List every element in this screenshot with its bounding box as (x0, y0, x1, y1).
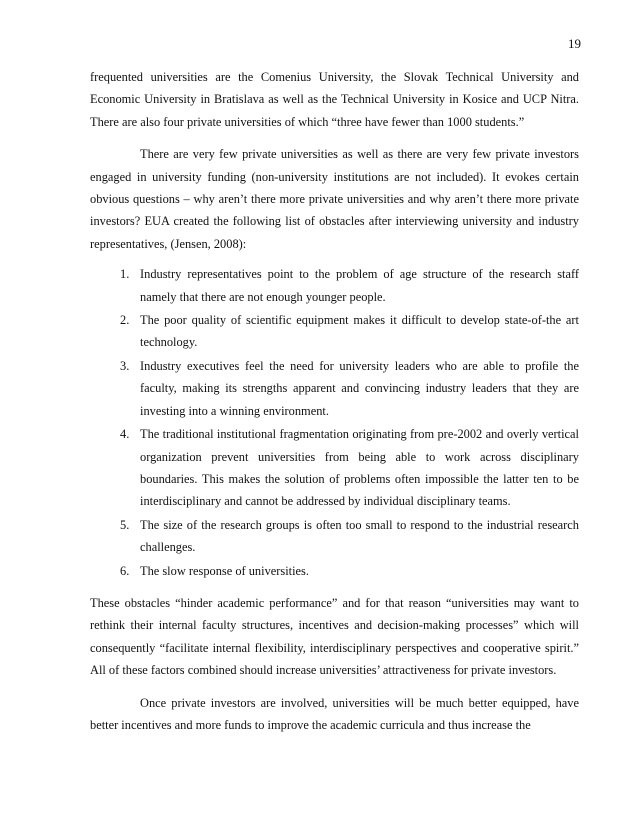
list-item-number: 1. (120, 267, 130, 282)
list-item (90, 309, 579, 354)
list-item-text: The slow response of universities. (140, 563, 309, 578)
obstacles-list (90, 263, 579, 582)
list-item-text: The traditional institutional fragmentation originating from pre-2002 and overly vertical organization prevent universities from being able to work across disciplinary boundaries. This makes the solution of problems often impossible the latter ten to be interdisciplinary and cannot be addressed by individual disciplinary teams. (140, 427, 579, 509)
list-item-number: 5. (120, 517, 130, 532)
paragraph-universities-list: frequented universities are the Comenius University, the Slovak Technical University and Economic University in Bratislava as well as the Technical University in Kosice and UCP Nitra. There are also four private universities of which “three have fewer than 1000 students.” (90, 70, 579, 129)
list-item (90, 560, 579, 582)
list-item (90, 514, 579, 559)
list-item-text: The size of the research groups is often too small to respond to the industrial research challenges. (140, 517, 579, 555)
paragraph-once-investors: Once private investors are involved, universities will be much better equipped, have better incentives and more funds to improve the academic curricula and thus increase the (90, 695, 579, 732)
list-item-number: 2. (120, 313, 130, 328)
list-item (90, 423, 579, 513)
list-item-number: 3. (120, 358, 130, 373)
list-item-text: Industry representatives point to the problem of age structure of the research staff namely that there are not enough younger people. (140, 267, 579, 304)
list-item-number: 4. (120, 427, 130, 442)
list-item (90, 263, 579, 308)
list-item-text: The poor quality of scientific equipment makes it difficult to develop state-of-the art technology. (140, 313, 579, 350)
list-item-text: Industry executives feel the need for university leaders who are able to profile the faculty, making its strengths apparent and convincing industry leaders that they are investing into a winning environment. (140, 358, 579, 418)
document-body (90, 66, 579, 736)
paragraph-private-investors: There are very few private universities as well as there are very few private investors engaged in university funding (non-university institutions are not included). It evokes certain obvious questions – why aren’t there more private universities and why aren’t there more private investors? EUA created the following list of obstacles after interviewing university and industry representatives, (Jensen, 2008): (90, 147, 579, 251)
list-item-number: 6. (120, 563, 130, 578)
paragraph-obstacles-hinder: These obstacles “hinder academic performance” and for that reason “universities may want to rethink their internal faculty structures, incentives and decision-making processes” which will consequently “facilitate internal flexibility, interdisciplinary perspectives and cooperative spirit.” All of these factors combined should increase universities’ attractiveness for private investors. (90, 595, 579, 678)
list-item (90, 355, 579, 422)
page-number: 19 (568, 36, 581, 51)
